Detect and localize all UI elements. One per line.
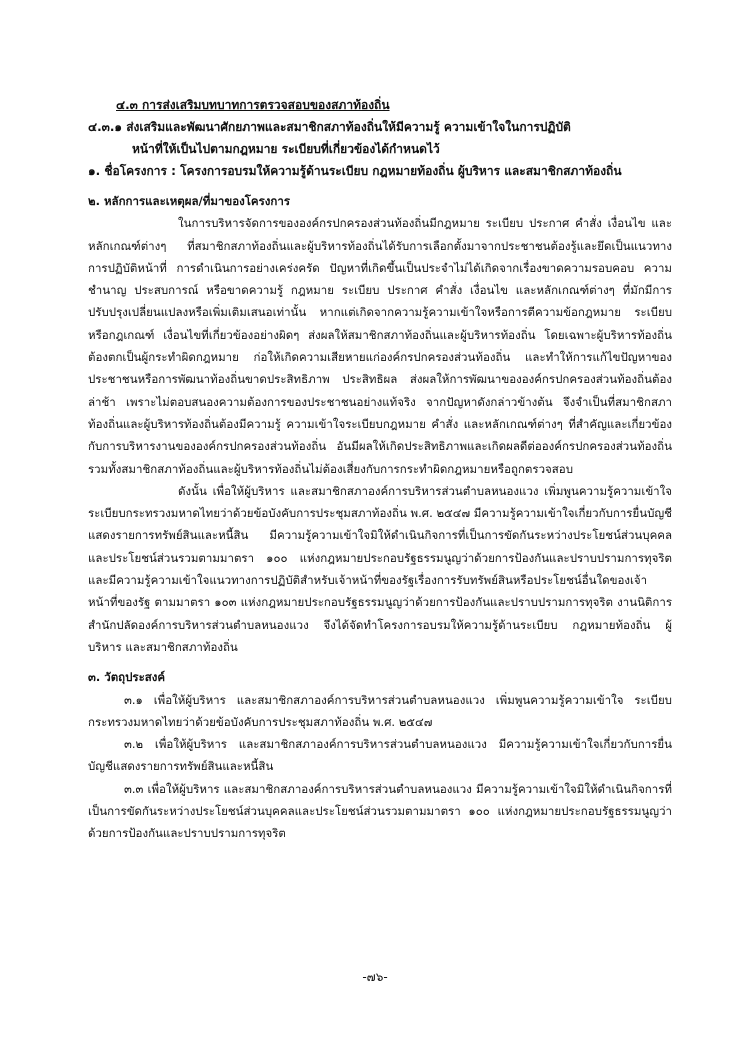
objective-item-3: ๓.๓ เพื่อให้ผู้บริหาร และสมาชิกสภาองค์การบริหารส่วนตำบลหนองแวง มีความรู้ความเข้าใจมิให้ดำเนินกิจการที่เป็นการขัดกันระหว่างประโยชน์ส่วนบุคคลและประโยชน์ส่วนรวมตามมาตรา ๑๐๐ แห่งกฎหมายประกอบรัฐธรรมนูญว่าด้วยการป้องกันและปราบปรามการทุจริต <box>88 781 672 841</box>
document-page <box>88 94 672 845</box>
principles-heading: ๒. หลักการและเหตุผล/ที่มาของโครงการ <box>88 194 291 208</box>
objective-item-2: ๓.๒ เพื่อให้ผู้บริหาร และสมาชิกสภาองค์การบริหารส่วนตำบลหนองแวง มีความรู้ความเข้าใจเกี่ยวกับการยื่นบัญชีแสดงรายการทรัพย์สินและหนี้สิน <box>88 737 672 774</box>
objective-item-1: ๓.๑ เพื่อให้ผู้บริหาร และสมาชิกสภาองค์การบริหารส่วนตำบลหนองแวง เพิ่มพูนความรู้ความเข้าใจ ระเบียบกระทรวงมหาดไทยว่าด้วยข้อบังคับการประชุมสภาท้องถิ่น พ.ศ. ๒๕๔๗ <box>88 692 672 729</box>
subsection-heading-line2: หน้าที่ให้เป็นไปตามกฎหมาย ระเบียบที่เกี่ยวข้องได้กำหนดไว้ <box>132 142 440 156</box>
project-name: ๑. ชื่อโครงการ : โครงการอบรมให้ความรู้ด้านระเบียบ กฎหมายท้องถิ่น ผู้บริหาร และสมาชิกสภาท้องถิ่น <box>88 164 622 178</box>
principles-paragraph-2: ดังนั้น เพื่อให้ผู้บริหาร และสมาชิกสภาองค์การบริหารส่วนตำบลหนองแวง เพิ่มพูนความรู้ความเข้าใจ ระเบียบกระทรวงมหาดไทยว่าด้วยข้อบังคับการประชุมสภาท้องถิ่น พ.ศ. ๒๕๔๗ มีความรู้ความเข้าใจเกี่ยวกับการยื่นบัญชีแสดงรายการทรัพย์สินและหนี้สิน มีความรู้ความเข้าใจมิให้ดำเนินกิจการที่เป็นการขัดกันระหว่างประโยชน์ส่วนบุคคลและประโยชน์ส่วนรวมตามมาตรา ๑๐๐ แห่งกฎหมายประกอบรัฐธรรมนูญว่าด้วยการป้องกันและปราบปรามการทุจริต และมีความรู้ความเข้าใจแนวทางการปฏิบัติสำหรับเจ้าหน้าที่ของรัฐเรื่องการรับทรัพย์สินหรือประโยชน์อื่นใดของเจ้าหน้าที่ของรัฐ ตามมาตรา ๑๐๓ แห่งกฎหมายประกอบรัฐธรรมนูญว่าด้วยการป้องกันและปราบปรามการทุจริต งานนิติการ สำนักปลัดองค์การบริหารส่วนตำบลหนองแวง จึงได้จัดทำโครงการอบรมให้ความรู้ด้านระเบียบ กฎหมายท้องถิ่น ผู้บริหาร และสมาชิกสภาท้องถิ่น <box>88 483 672 654</box>
page-number: -๗๖- <box>362 970 388 984</box>
subsection-heading-line1: ๔.๓.๑ ส่งเสริมและพัฒนาศักยภาพและสมาชิกสภาท้องถิ่นให้มีความรู้ ความเข้าใจในการปฏิบัติ <box>88 120 571 134</box>
objectives-heading: ๓. วัตถุประสงค์ <box>88 670 166 685</box>
principles-paragraph-1: ในการบริหารจัดการขององค์กรปกครองส่วนท้องถิ่นมีกฎหมาย ระเบียบ ประกาศ คำสั่ง เงื่อนไข และหลักเกณฑ์ต่างๆ ที่สมาชิกสภาท้องถิ่นและผู้บริหารท้องถิ่นได้รับการเลือกตั้งมาจากประชาชนต้องรู้และยึดเป็นแนวทางการปฏิบัติหน้าที่ การดำเนินการอย่างเคร่งครัด ปัญหาที่เกิดขึ้นเป็นประจำไม่ได้เกิดจากเรื่องขาดความรอบคอบ ความชำนาญ ประสบการณ์ หรือขาดความรู้ กฎหมาย ระเบียบ ประกาศ คำสั่ง เงื่อนไข และหลักเกณฑ์ต่างๆ ที่มักมีการปรับปรุงเปลี่ยนแปลงหรือเพิ่มเติมเสนอเท่านั้น หากแต่เกิดจากความรู้ความเข้าใจหรือการตีความข้อกฎหมาย ระเบียบ หรือกฎเกณฑ์ เงื่อนไขที่เกี่ยวข้องอย่างผิดๆ ส่งผลให้สมาชิกสภาท้องถิ่นและผู้บริหารท้องถิ่น โดยเฉพาะผู้บริหารท้องถิ่นต้องตกเป็นผู้กระทำผิดกฎหมาย ก่อให้เกิดความเสียหายแก่องค์กรปกครองส่วนท้องถิ่น และทำให้การแก้ไขปัญหาของประชาชนหรือการพัฒนาท้องถิ่นขาดประสิทธิภาพ ประสิทธิผล ส่งผลให้การพัฒนาขององค์กรปกครองส่วนท้องถิ่นต้องล่าช้า เพราะไม่ตอบสนองความต้องการของประชาชนอย่างแท้จริง จากปัญหาดังกล่าวข้างต้น จึงจำเป็นที่สมาชิกสภาท้องถิ่นและผู้บริหารท้องถิ่นต้องมีความรู้ ความเข้าใจระเบียบกฎหมาย คำสั่ง และหลักเกณฑ์ต่างๆ ที่สำคัญและเกี่ยวข้องกับการบริหารงานขององค์กรปกครองส่วนท้องถิ่น อันมีผลให้เกิดประสิทธิภาพและเกิดผลดีต่อองค์กรปกครองส่วนท้องถิ่น รวมทั้งสมาชิกสภาท้องถิ่นและผู้บริหารท้องถิ่นไม่ต้องเสี่ยงกับการกระทำผิดกฎหมายหรือถูกตรวจสอบ <box>88 216 672 476</box>
section-heading: ๔.๓ การส่งเสริมบทบาทการตรวจสอบของสภาท้องถิ่น <box>116 98 390 112</box>
